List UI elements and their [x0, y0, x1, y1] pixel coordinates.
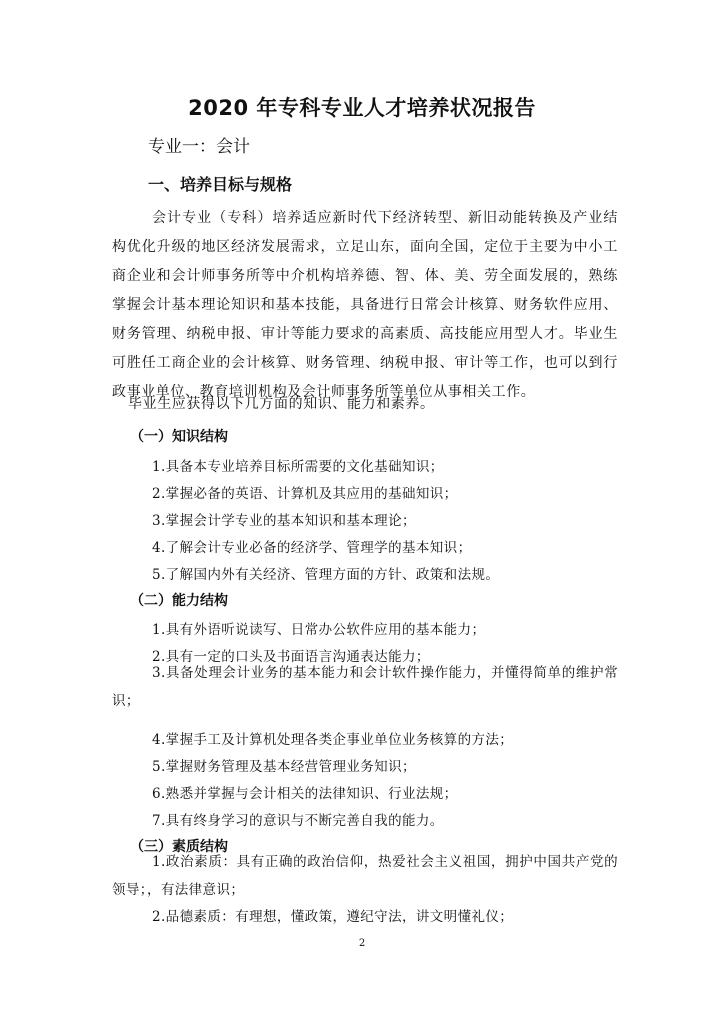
- body-paragraph: 会计专业（专科）培养适应新时代下经济转型、新旧动能转换及产业结构优化升级的地区经济发展需求，立足山东，面向全国，定位于主要为中小工商企业和会计师事务所等中介机构培养德、智、体、美、劳全面发展的，熟练掌握会计基本理论知识和基本技能，具备进行日常会计核算、财务软件应用、财务管理、纳税申报、审计等能力要求的高素质、高技能应用型人才。毕业生可胜任工商企业的会计核算、财务管理、纳税申报、审计等工作，也可以到行政事业单位、教育培训机构及会计师事务所等单位从事相关工作。: [112, 210, 618, 400]
- major-heading: 专业一：会计: [148, 137, 250, 157]
- list-item: 2.掌握必备的英语、计算机及其应用的基础知识；: [152, 486, 458, 502]
- page-number: 2: [358, 938, 366, 949]
- list-item: 4.掌握手工及计算机处理各类企事业单位业务核算的方法；: [152, 732, 514, 748]
- list-item: 1.具有外语听说读写、日常办公软件应用的基本能力；: [152, 622, 486, 638]
- list-item: 3.具备处理会计业务的基本能力和会计软件操作能力，并懂得简单的维护常识；: [112, 665, 618, 709]
- list-item: 2.具有一定的口头及书面语言沟通表达能力；: [152, 649, 430, 665]
- intro-sentence: 毕业生应获得以下几方面的知识、能力和素养。: [128, 396, 435, 412]
- list-item: 1.政治素质：具有正确的政治信仰，热爱社会主义祖国，拥护中国共产党的领导；，有法律意识；: [112, 854, 618, 898]
- list-item: 3.掌握会计学专业的基本知识和基本理论；: [152, 513, 416, 529]
- list-item: 7.具有终身学习的意识与不断完善自我的能力。: [152, 813, 444, 829]
- knowledge-heading: （一）知识结构: [130, 429, 228, 445]
- list-item: 2.品德素质：有理想，懂政策，遵纪守法，讲文明懂礼仪；: [152, 909, 514, 925]
- report-title: 2020 年专科专业人才培养状况报告: [188, 96, 536, 120]
- ability-heading: （二）能力结构: [130, 593, 228, 609]
- quality-heading: （三）素质结构: [130, 839, 228, 855]
- list-item: 4.了解会计专业必备的经济学、管理学的基本知识；: [152, 540, 472, 556]
- list-item: 5.掌握财务管理及基本经营管理业务知识；: [152, 759, 416, 775]
- section-heading: 一、培养目标与规格: [148, 175, 293, 194]
- list-item: 6.熟悉并掌握与会计相关的法律知识、行业法规；: [152, 786, 458, 802]
- list-item: 1.具备本专业培养目标所需要的文化基础知识；: [152, 459, 444, 475]
- list-item: 5.了解国内外有关经济、管理方面的方针、政策和法规。: [152, 567, 500, 583]
